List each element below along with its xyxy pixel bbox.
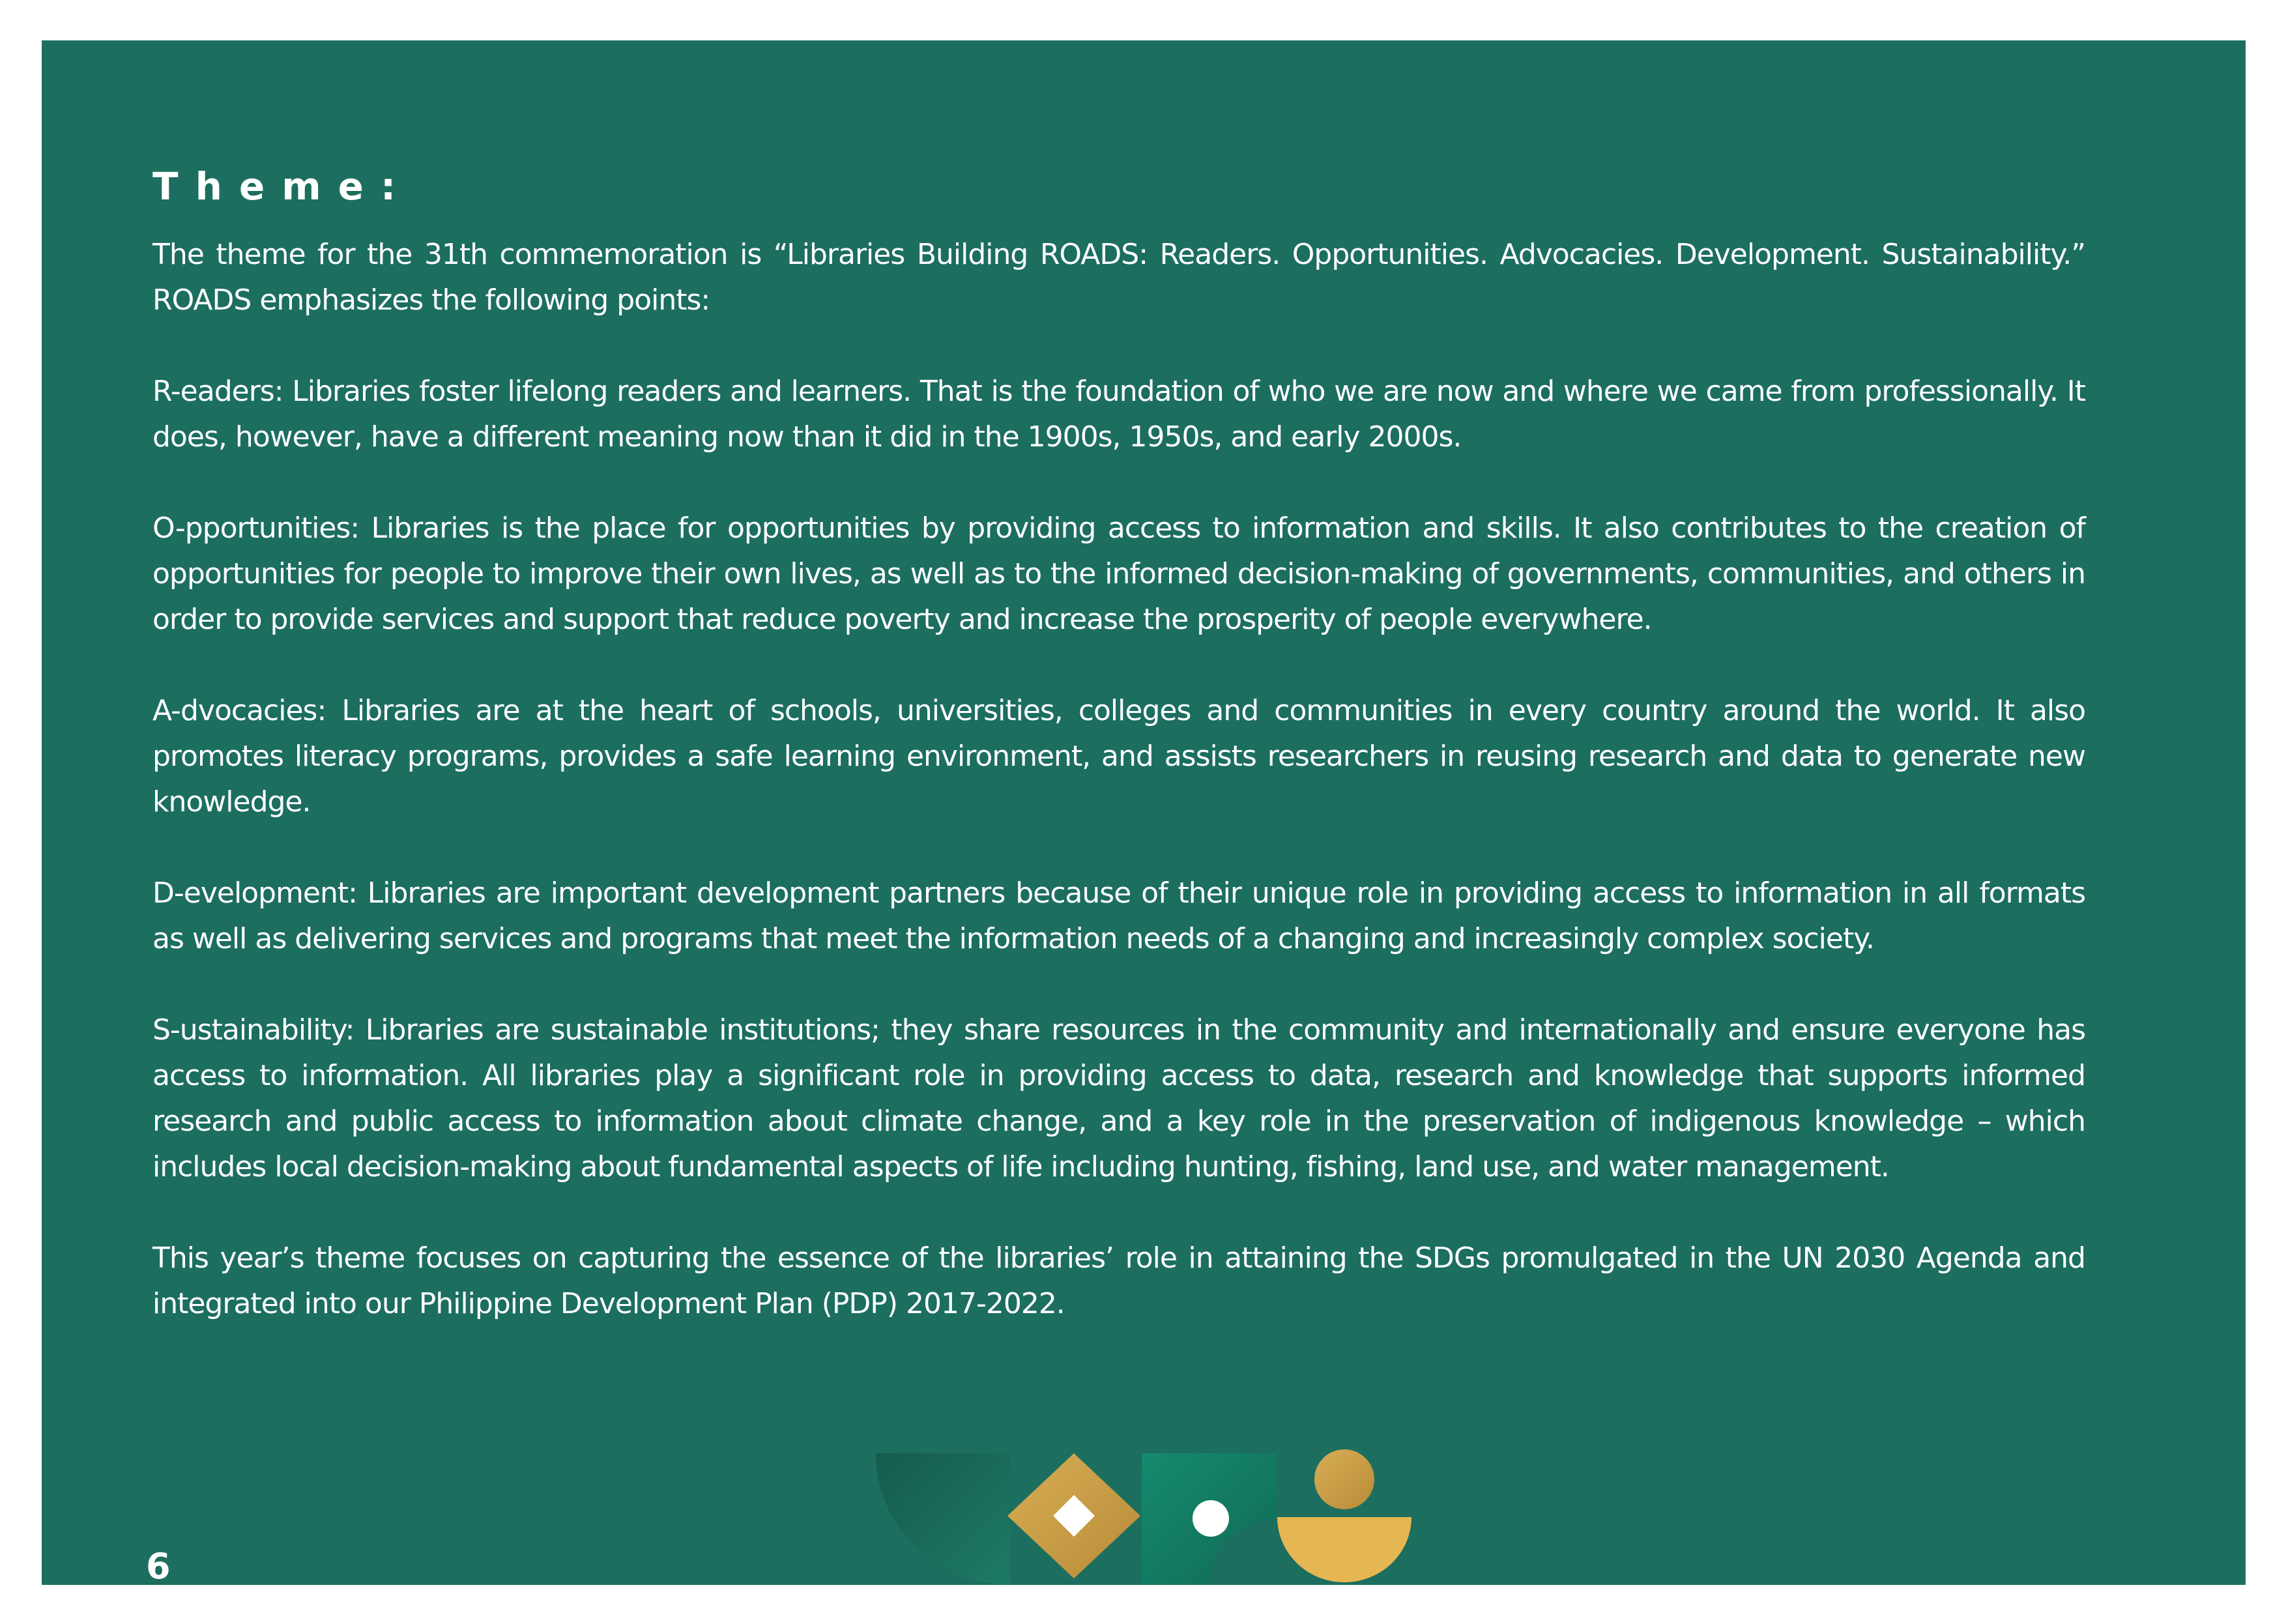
diamond-icon (1007, 1453, 1140, 1578)
intro-paragraph: The theme for the 31th commemoration is “Libraries Building ROADS: Readers. Opportunities. Advocacies. Development. Sustainability.” ROADS emphasizes the following points: (152, 237, 2085, 317)
development-paragraph: D-evelopment: Libraries are important development partners because of their unique role in providing access to information in all formats as well as delivering services and programs that meet the information needs of a changing and increasingly complex society. (152, 876, 2085, 955)
square-dot-icon (1142, 1453, 1276, 1585)
roads-emblem (873, 1447, 1421, 1585)
opportunities-paragraph: O-pportunities: Libraries is the place for opportunities by providing access to information and skills. It also contributes to the creation of opportunities for people to improve their own lives, as well as to the informed decision-making of governments, communities, and others in order to provide services and support that reduce poverty and increase the prosperity of people everywhere. (152, 511, 2085, 636)
readers-paragraph: R-eaders: Libraries foster lifelong readers and learners. That is the foundation of who we are now and where we came from professionally. It does, however, have a different meaning now than it did in the 1900s, 1950s, and early 2000s. (152, 374, 2085, 454)
page-panel (42, 40, 2246, 1585)
closing-paragraph: This year’s theme focuses on capturing the essence of the libraries’ role in attaining the SDGs promulgated in the UN 2030 Agenda and integrated into our Philippine Development Plan (PDP) 2017-2022. (152, 1241, 2085, 1320)
page-heading: Theme: (152, 164, 413, 209)
content-area (152, 164, 2085, 1327)
quarter-circle-icon (876, 1453, 1010, 1585)
advocacies-paragraph: A-dvocacies: Libraries are at the heart of schools, universities, colleges and communities in every country around the world. It also promotes literacy programs, provides a safe learning environment, and assists researchers in reusing research and data to generate new knowledge. (152, 693, 2085, 819)
page-number: 6 (146, 1546, 171, 1587)
figure-icon (1277, 1449, 1411, 1582)
sustainability-paragraph: S-ustainability: Libraries are sustainable institutions; they share resources in the community and internationally and ensure everyone has access to information. All libraries play a significant role in providing access to data, research and knowledge that supports informed research and public access to information about climate change, and a key role in the preservation of indigenous knowledge – which includes local decision-making about fundamental aspects of life including hunting, fishing, land use, and water management. (152, 1013, 2085, 1183)
